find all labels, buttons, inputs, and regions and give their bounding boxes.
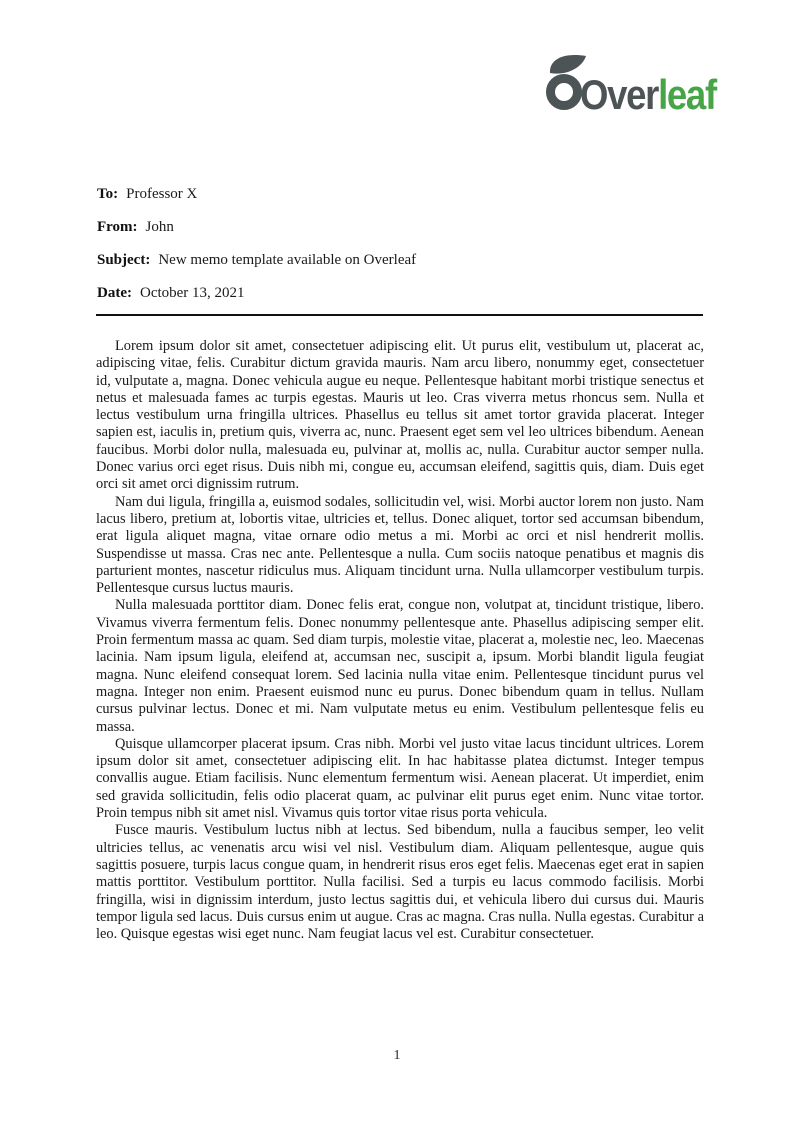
page-number: 1 <box>393 1048 401 1063</box>
memo-field-date-label: Date: <box>97 285 132 301</box>
memo-header <box>97 184 704 316</box>
memo-field-subject <box>97 250 704 270</box>
overleaf-o-leaf-icon <box>546 74 582 110</box>
memo-field-to-label: To: <box>97 186 119 202</box>
body-paragraph-4: Quisque ullamcorper placerat ipsum. Cras nibh. Morbi vel justo vitae lacus tincidunt ultrices. Lorem ipsum dolor sit amet, consectetuer adipiscing elit. In hac habitasse platea dictumst. Integer tempus convallis augue. Etiam facilisis. Nunc elementum fermentum wisi. Aenean placerat. Ut imperdiet, enim sed gravida sollicitudin, felis odio placerat quam, ac pulvinar elit purus eget enim. Nunc vitae tortor. Proin tempus nibh sit amet nisl. Vivamus quis tortor vitae risus porta vehicula. <box>96 735 704 822</box>
logo-text-over: Over <box>580 71 659 118</box>
memo-body <box>96 338 704 943</box>
body-paragraph-5: Fusce mauris. Vestibulum luctus nibh at lectus. Sed bibendum, nulla a faucibus semper, leo velit ultricies tellus, ac venenatis arcu wisi vel nisl. Vestibulum diam. Aliquam pellentesque, augue quis sagittis posuere, turpis lacus congue quam, in hendrerit risus eros eget felis. Maecenas eget erat in sapien mattis porttitor. Vestibulum porttitor. Nulla facilisi. Sed a turpis eu lacus commodo facilisis. Morbi fringilla, wisi in dignissim interdum, justo lectus sagittis dui, et vehicula libero dui cursus dui. Mauris tempor ligula sed lacus. Duis cursus enim ut augue. Cras ac magna. Cras nulla. Nulla egestas. Curabitur a leo. Quisque egestas wisi eget nunc. Nam feugiat lacus vel est. Curabitur consectetuer. <box>96 822 704 943</box>
overleaf-wordmark <box>580 71 716 118</box>
memo-field-subject-label: Subject: <box>97 252 151 268</box>
logo-text-leaf: leaf <box>658 71 716 118</box>
body-paragraph-1: Lorem ipsum dolor sit amet, consectetuer adipiscing elit. Ut purus elit, vestibulum ut, placerat ac, adipiscing vitae, felis. Curabitur dictum gravida mauris. Nam arcu libero, nonummy eget, consectetuer id, vulputate a, magna. Donec vehicula augue eu neque. Pellentesque habitant morbi tristique senectus et netus et malesuada fames ac turpis egestas. Mauris ut leo. Cras viverra metus rhoncus sem. Nulla et lectus vestibulum urna fringilla ultrices. Phasellus eu tellus sit amet tortor gravida placerat. Integer sapien est, iaculis in, pretium quis, viverra ac, nunc. Praesent eget sem vel leo ultrices bibendum. Aenean faucibus. Morbi dolor nulla, malesuada eu, pulvinar at, mollis ac, nulla. Curabitur auctor semper nulla. Donec varius orci eget risus. Duis nibh mi, congue eu, accumsan eleifend, sagittis quis, diam. Duis eget orci sit amet orci dignissim rutrum. <box>96 338 704 493</box>
memo-field-date <box>97 283 704 303</box>
body-paragraph-2: Nam dui ligula, fringilla a, euismod sodales, sollicitudin vel, wisi. Morbi auctor lorem non justo. Nam lacus libero, pretium at, lobortis vitae, ultricies et, tellus. Donec aliquet, tortor sed accumsan bibendum, erat ligula aliquet magna, vitae ornare odio metus a mi. Morbi ac orci et nisl hendrerit mollis. Suspendisse ut massa. Cras nec ante. Pellentesque a nulla. Cum sociis natoque penatibus et magnis dis parturient montes, nascetur ridiculus mus. Aliquam tincidunt urna. Nulla ullamcorper vestibulum turpis. Pellentesque cursus luctus mauris. <box>96 493 704 597</box>
memo-field-to <box>97 184 704 204</box>
memo-field-subject-value: New memo template available on Overleaf <box>158 252 417 268</box>
memo-field-from-value: John <box>145 219 174 235</box>
memo-field-from-label: From: <box>97 219 138 235</box>
overleaf-logo <box>546 52 716 118</box>
memo-field-to-value: Professor X <box>126 186 198 202</box>
memo-field-date-value: October 13, 2021 <box>139 285 245 301</box>
body-paragraph-3: Nulla malesuada porttitor diam. Donec felis erat, congue non, volutpat at, tincidunt tristique, libero. Vivamus viverra fermentum felis. Donec nonummy pellentesque ante. Phasellus adipiscing semper elit. Proin fermentum massa ac quam. Sed diam turpis, molestie vitae, placerat a, molestie nec, leo. Maecenas lacinia. Nam ipsum ligula, eleifend at, accumsan nec, suscipit a, ipsum. Morbi blandit ligula feugiat magna. Nunc eleifend consequat lorem. Sed lacinia nulla vitae enim. Pellentesque tincidunt purus vel magna. Integer non enim. Praesent euismod nunc eu purus. Donec bibendum quam in tellus. Nullam cursus pulvinar lectus. Donec et mi. Nam vulputate metus eu enim. Vestibulum pellentesque felis eu massa. <box>96 597 704 735</box>
memo-divider-rule <box>96 314 703 316</box>
memo-field-from <box>97 217 704 237</box>
